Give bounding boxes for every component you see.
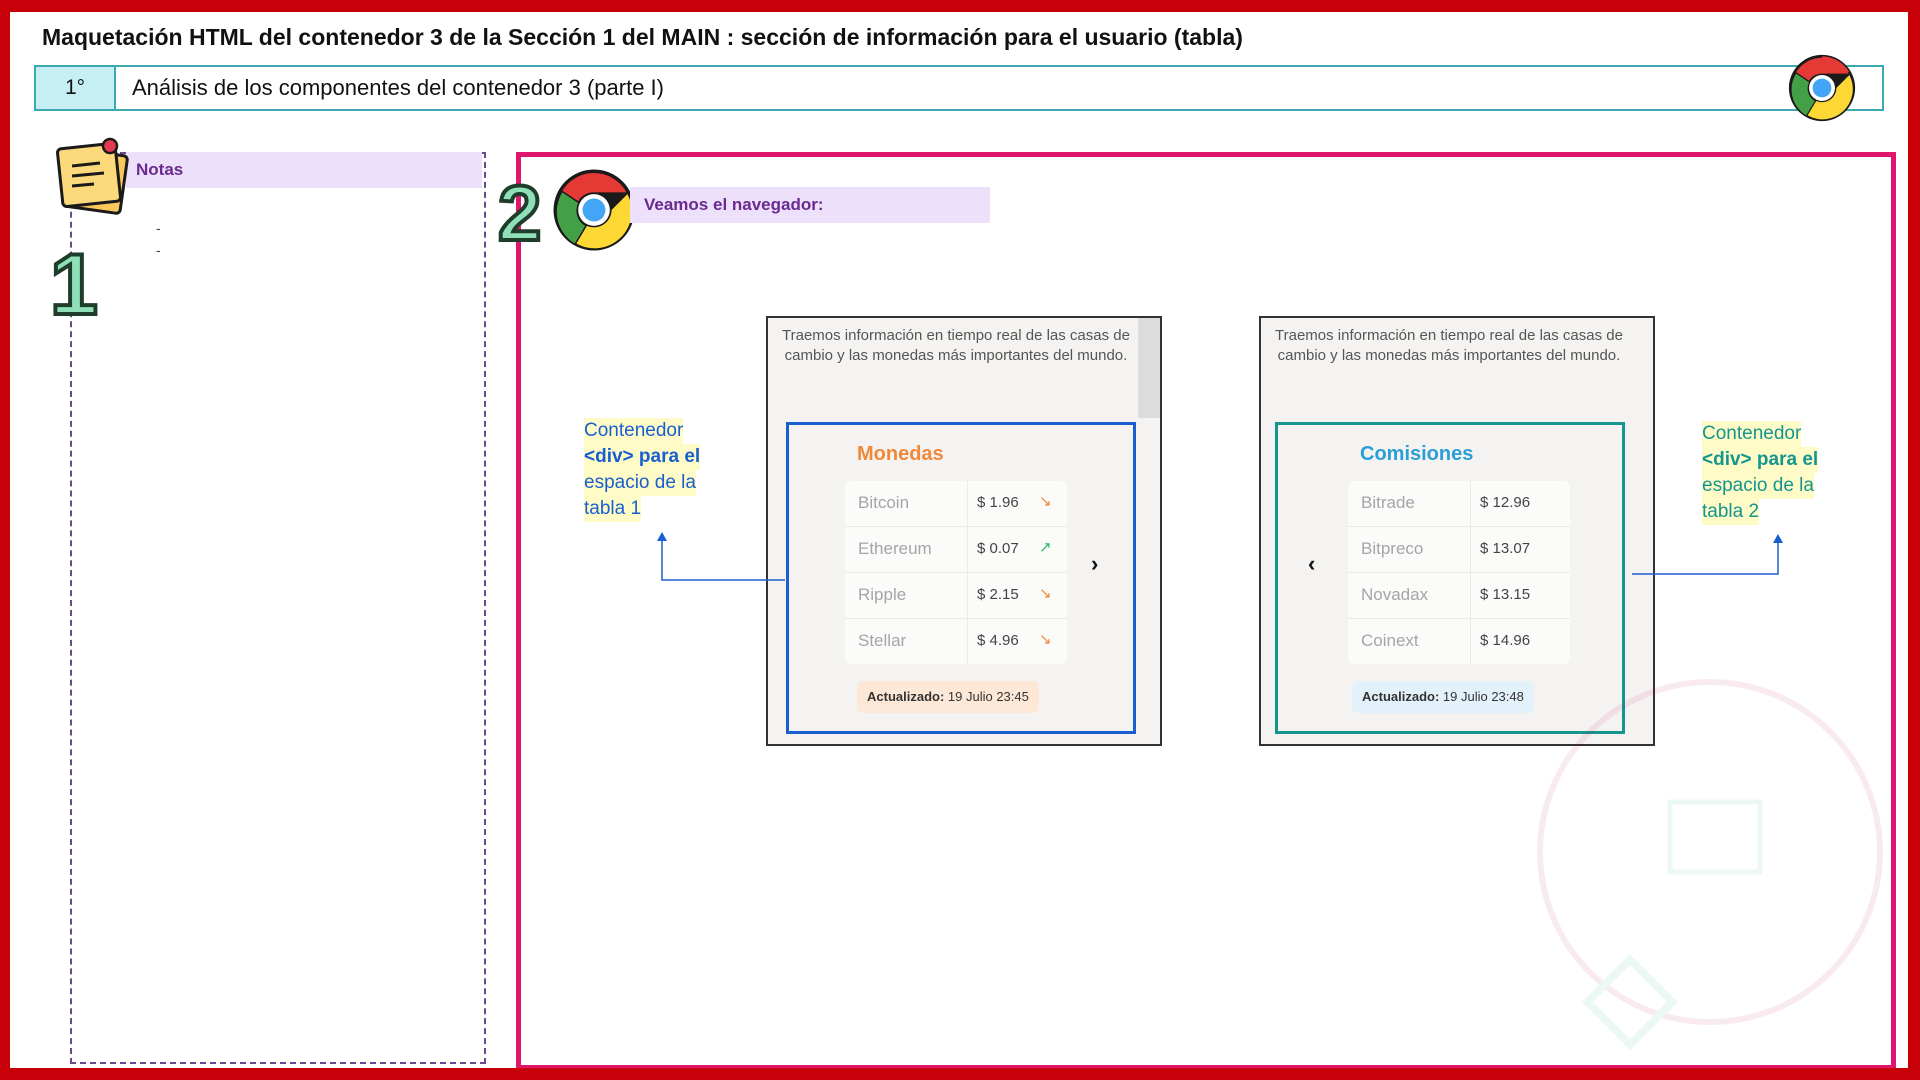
updated-value: 19 Julio 23:48	[1439, 689, 1524, 704]
scrollbar[interactable]	[1138, 318, 1160, 418]
row-value: $ 13.15	[1480, 586, 1531, 603]
table-row	[845, 619, 1067, 664]
updated-value: 19 Julio 23:45	[944, 689, 1029, 704]
badge-number-2: 2	[498, 169, 542, 257]
table-row	[1348, 573, 1570, 619]
note-item: -	[156, 242, 161, 258]
trend-down-icon: ↘	[1039, 493, 1052, 510]
table-row	[845, 573, 1067, 619]
row-value: $ 2.15	[977, 586, 1019, 603]
callout-line: Contenedor	[584, 418, 683, 444]
callout-line: tabla 1	[584, 496, 641, 522]
row-divider	[967, 481, 968, 526]
table-container-1	[786, 422, 1136, 734]
step-text: Análisis de los componentes del contenedor 3 (parte I)	[132, 75, 664, 100]
row-name: Bitpreco	[1361, 539, 1424, 558]
table-row	[1348, 527, 1570, 573]
sticky-note-icon	[54, 136, 134, 218]
callout-line: <div> para el	[1702, 447, 1818, 473]
trend-down-icon: ↘	[1039, 585, 1052, 602]
row-name: Novadax	[1361, 585, 1429, 604]
notes-header: Notas	[126, 152, 482, 188]
row-value: $ 14.96	[1480, 632, 1531, 649]
arrow-up-icon	[1773, 534, 1783, 543]
updated-label: Actualizado:	[1362, 689, 1440, 704]
row-divider	[1470, 619, 1471, 664]
callout-line: <div> para el	[584, 444, 700, 470]
row-divider	[1470, 481, 1471, 526]
table-title: Comisiones	[1360, 443, 1474, 465]
table-row	[1348, 481, 1570, 527]
row-value: $ 4.96	[977, 632, 1019, 649]
trend-up-icon: ↗	[1039, 539, 1052, 556]
row-name: Coinext	[1361, 631, 1419, 650]
arrow-up-icon	[657, 532, 667, 541]
row-divider	[967, 573, 968, 618]
row-divider	[1470, 527, 1471, 572]
chrome-icon	[1786, 52, 1858, 124]
step-bar	[34, 65, 1884, 111]
table-rows	[845, 481, 1067, 664]
connector-arrow-2	[1628, 534, 1788, 584]
table-row	[845, 527, 1067, 573]
intro-text: Traemos información en tiempo real de las casas de cambio y las monedas más importantes del mundo.	[782, 327, 1130, 364]
prev-arrow-icon[interactable]: ‹	[1308, 551, 1316, 576]
callout-table-2	[1702, 421, 1818, 525]
row-name: Bitrade	[1361, 493, 1415, 512]
row-value: $ 0.07	[977, 540, 1019, 557]
row-name: Ripple	[858, 585, 907, 604]
connector-arrow-1	[650, 532, 790, 592]
row-divider	[1470, 573, 1471, 618]
table-row	[1348, 619, 1570, 664]
chrome-icon	[550, 166, 638, 254]
callout-line: espacio de la	[1702, 473, 1814, 499]
row-name: Ethereum	[858, 539, 932, 558]
row-name: Bitcoin	[858, 493, 910, 512]
badge-number-1: 1	[50, 237, 98, 333]
callout-line: Contenedor	[1702, 421, 1801, 447]
table-row	[845, 481, 1067, 527]
row-divider	[967, 619, 968, 664]
note-item: -	[156, 220, 161, 236]
updated-label: Actualizado:	[867, 689, 945, 704]
table-title: Monedas	[857, 443, 944, 465]
callout-table-1	[584, 418, 700, 522]
step-number: 1°	[36, 67, 116, 109]
notes-box	[70, 152, 486, 1064]
row-divider	[967, 527, 968, 572]
slide-title: Maquetación HTML del contenedor 3 de la Sección 1 del MAIN : sección de información para el usuario (tabla)	[42, 24, 1243, 50]
intro-text: Traemos información en tiempo real de las casas de cambio y las monedas más importantes del mundo.	[1275, 327, 1623, 364]
next-arrow-icon[interactable]: ›	[1091, 551, 1099, 576]
slide	[10, 12, 1908, 1068]
row-value: $ 12.96	[1480, 494, 1531, 511]
updated-badge	[857, 681, 1039, 713]
watermark-logo	[1530, 672, 1900, 1062]
trend-down-icon: ↘	[1039, 631, 1052, 648]
callout-line: espacio de la	[584, 470, 696, 496]
screenshot-table-1	[766, 316, 1162, 746]
updated-badge	[1352, 681, 1534, 713]
table-rows	[1348, 481, 1570, 664]
row-value: $ 13.07	[1480, 540, 1531, 557]
callout-line: tabla 2	[1702, 499, 1759, 525]
browser-header: Veamos el navegador:	[630, 187, 990, 223]
row-value: $ 1.96	[977, 494, 1019, 511]
row-name: Stellar	[858, 631, 907, 650]
